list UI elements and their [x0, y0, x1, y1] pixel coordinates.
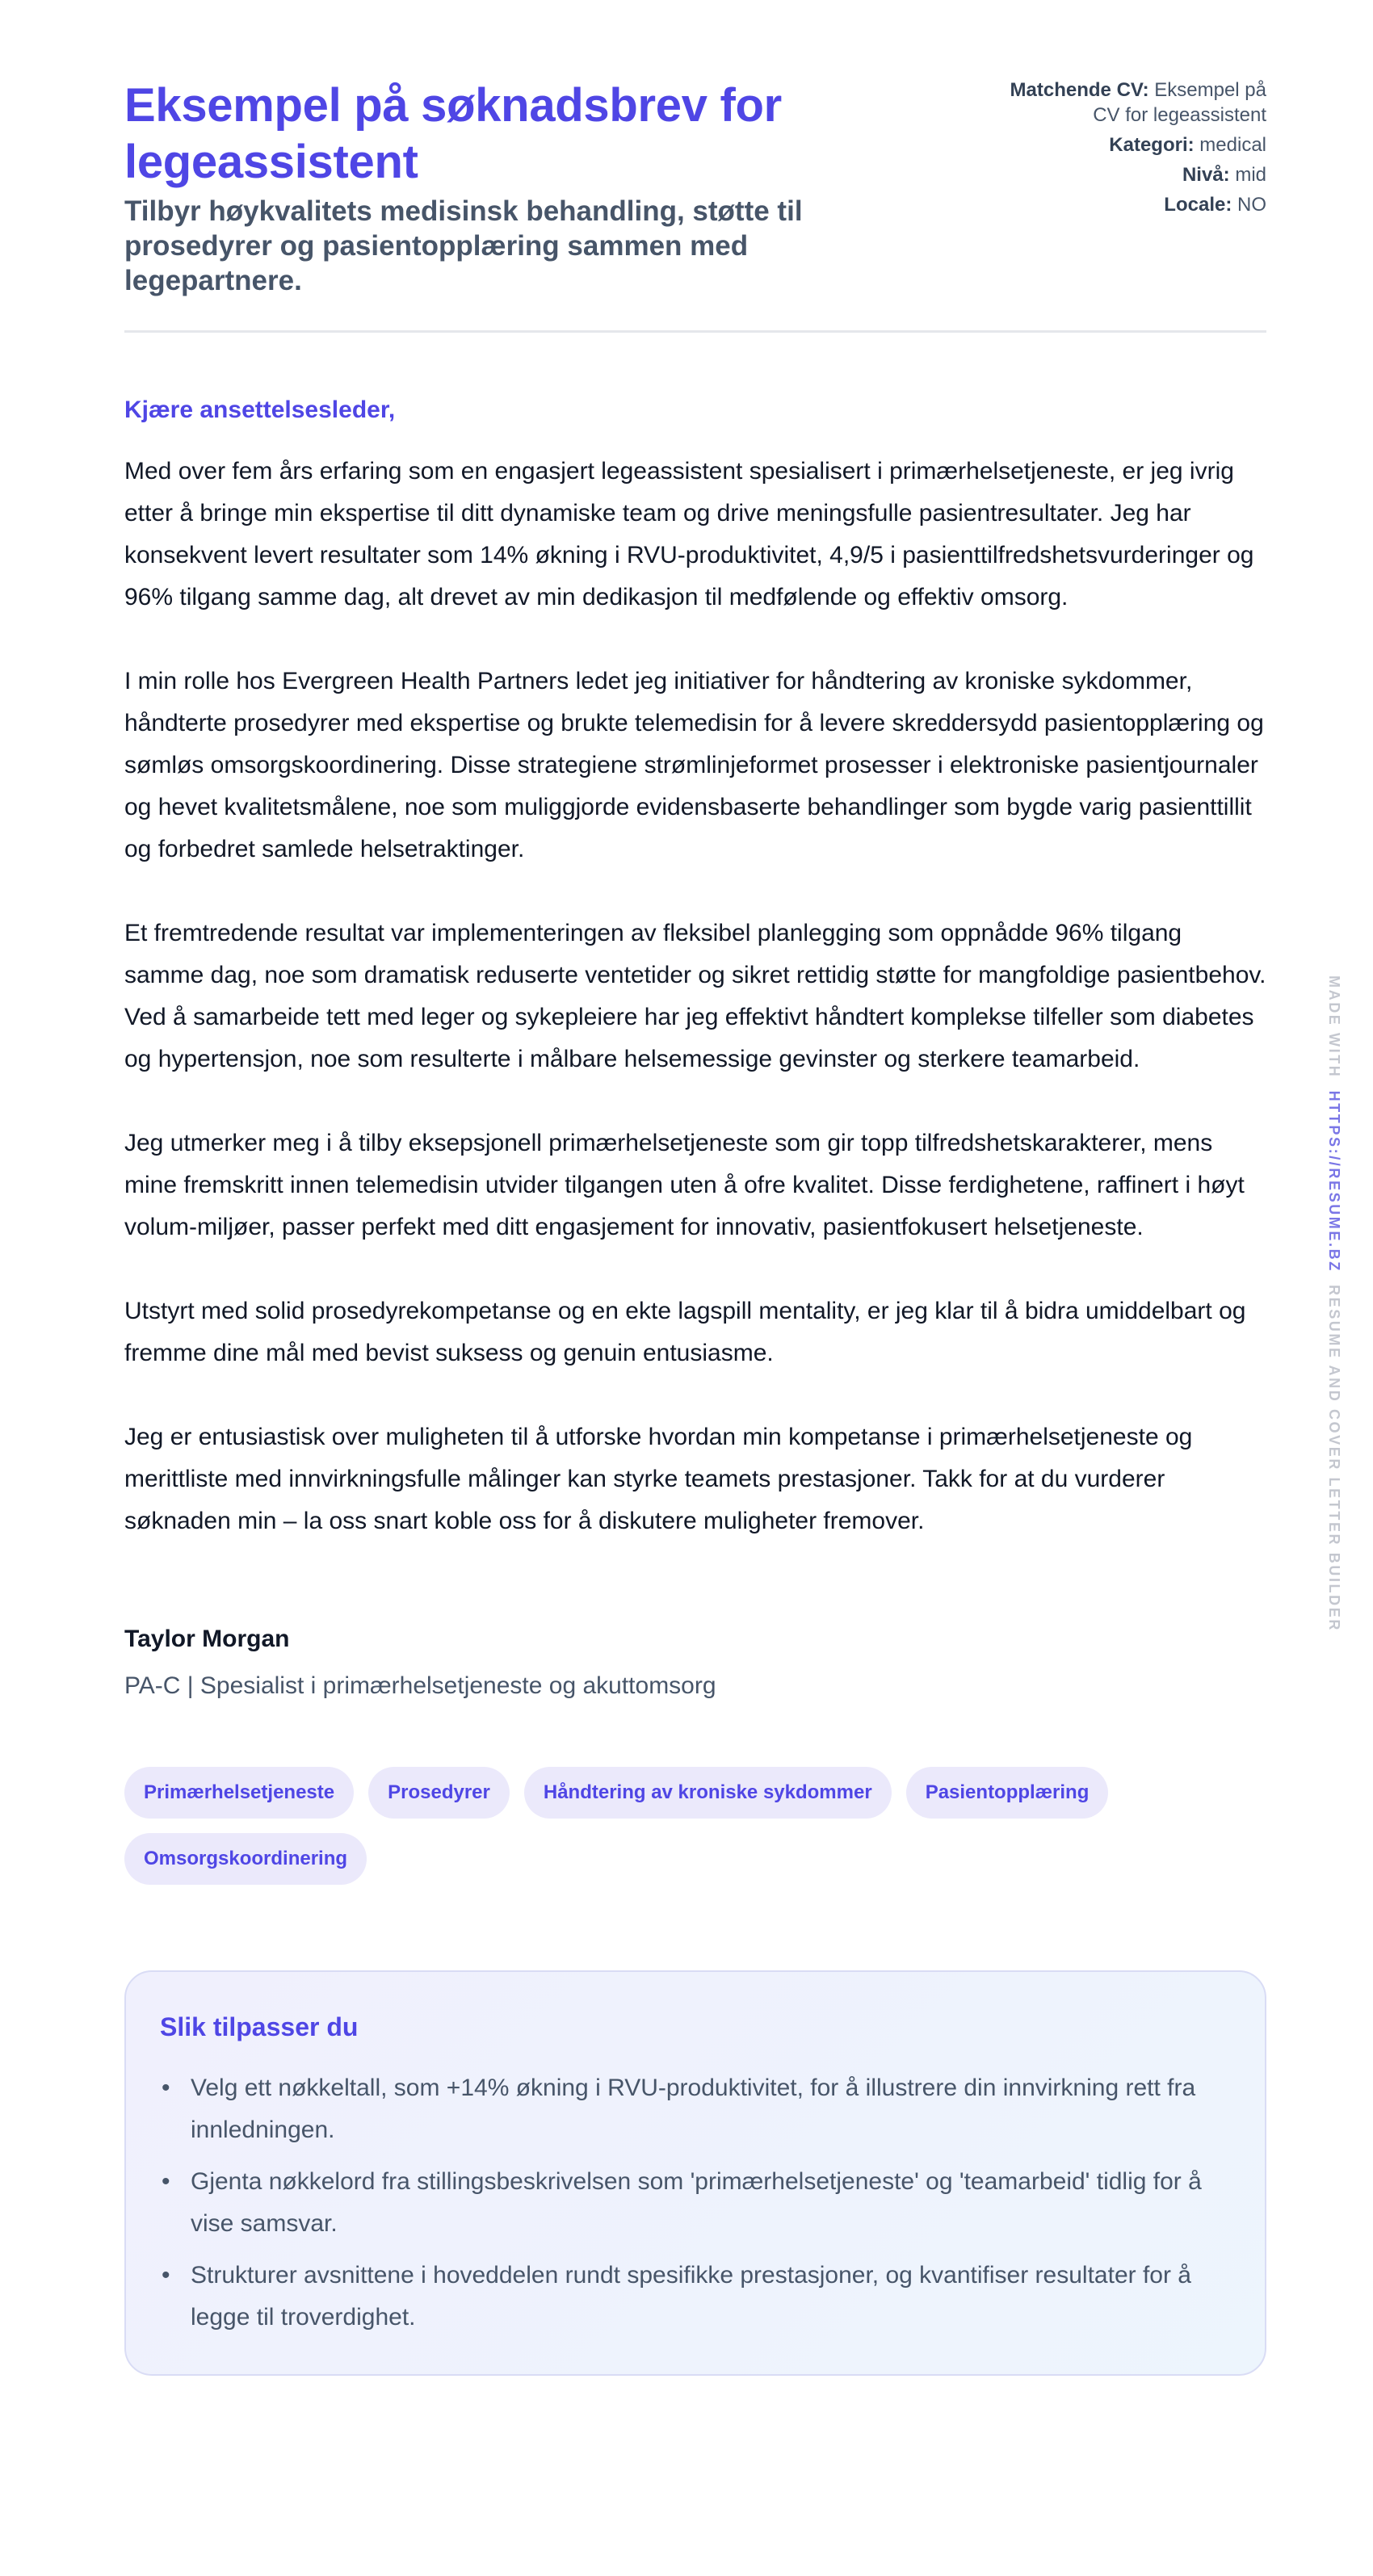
signature-title: PA-C | Spesialist i primærhelsetjeneste og akuttomsorg	[124, 1672, 716, 1699]
watermark-text	[1325, 975, 1344, 1632]
letter-paragraph: Et fremtredende resultat var implementeringen av fleksibel planlegging som oppnådde 96% tilgang samme dag, noe som dramatisk reduserte ventetider og sikret rettidig støtte for mangfoldige pasientbehov. Ved å samarbeide tett med leger og sykepleiere har jeg effektivt håndtert komplekse tilfeller som diabetes og hypertensjon, noe som resulterte i målbare helsemessige gevinster og sterkere teamarbeid.	[124, 920, 1266, 1072]
tips-item	[160, 2255, 1231, 2339]
skill-tag[interactable]: Pasientopplæring	[906, 1767, 1109, 1819]
skill-tag[interactable]: Omsorgskoordinering	[124, 1833, 367, 1885]
meta-matching-cv-label: Matchende CV:	[1010, 79, 1149, 101]
watermark-prefix: MADE WITH	[1326, 975, 1342, 1079]
tips-item-text: Strukturer avsnittene i hoveddelen rundt spesifikke prestasjoner, og kvantifiser resultater for å legge til troverdighet.	[191, 2262, 1191, 2331]
tips-item-text: Velg ett nøkkeltall, som +14% økning i RVU-produktivitet, for å illustrere din innvirkning rett fra innledningen.	[191, 2075, 1196, 2143]
tips-item	[160, 2161, 1231, 2245]
meta-category-value: medical	[1199, 134, 1266, 156]
meta-panel	[992, 78, 1266, 222]
bullet-icon: •	[162, 2075, 170, 2101]
meta-category	[992, 132, 1266, 157]
meta-category-label: Kategori:	[1109, 134, 1195, 156]
letter-paragraph: Med over fem års erfaring som en engasjert legeassistent spesialisert i primærhelsetjeneste, er jeg ivrig etter å bringe min ekspertise til ditt dynamiske team og drive meningsfulle pasientresultater. Jeg har konsekvent levert resultater som 14% økning i RVU-produktivitet, 4,9/5 i pasienttilfredshetsvurderinger og 96% tilgang samme dag, alt drevet av min dedikasjon til medfølende og effektiv omsorg.	[124, 458, 1254, 610]
watermark	[1325, 975, 1344, 1638]
meta-level-value: mid	[1235, 164, 1266, 186]
watermark-link[interactable]: HTTPS://RESUME.BZ	[1326, 1090, 1342, 1273]
meta-locale	[992, 192, 1266, 217]
tips-box	[124, 1970, 1266, 2376]
tips-list	[160, 2067, 1231, 2339]
signature	[124, 1623, 1266, 1702]
tips-item	[160, 2067, 1231, 2151]
letter-paragraph: Utstyrt med solid prosedyrekompetanse og en ekte lagspill mentality, er jeg klar til å bidra umiddelbart og fremme dine mål med bevist suksess og genuin entusiasme.	[124, 1298, 1246, 1366]
signature-name: Taylor Morgan	[124, 1626, 290, 1652]
page-header	[124, 0, 1266, 333]
skill-tags	[124, 1767, 1174, 1885]
bullet-icon: •	[162, 2262, 170, 2289]
page-title: Eksempel på søknadsbrev for legeassistent	[124, 79, 782, 188]
letter-paragraph: Jeg utmerker meg i å tilby eksepsjonell primærhelsetjeneste som gir topp tilfredshetskarakterer, mens mine fremskritt innen telemedisin utvider tilgangen uten å ofre kvalitet. Disse ferdighetene, raffinert i høyt volum-miljøer, passer perfekt med ditt engasjement for innovativ, pasientfokusert helsetjeneste.	[124, 1130, 1245, 1240]
meta-matching-cv	[992, 78, 1266, 128]
meta-matching-cv-value[interactable]: Eksempel på CV for legeassistent	[1093, 79, 1266, 126]
meta-level	[992, 162, 1266, 187]
meta-locale-label: Locale:	[1164, 194, 1232, 216]
letter-body	[124, 451, 1266, 1542]
cover-letter-page	[124, 0, 1266, 2376]
tips-item-text: Gjenta nøkkelord fra stillingsbeskrivelsen som 'primærhelsetjeneste' og 'teamarbeid' tidlig for å vise samsvar.	[191, 2168, 1202, 2237]
skill-tag[interactable]: Håndtering av kroniske sykdommer	[524, 1767, 892, 1819]
page-subtitle: Tilbyr høykvalitets medisinsk behandling, støtte til prosedyrer og pasientopplæring sammen med legepartnere.	[124, 195, 803, 296]
watermark-suffix: RESUME AND COVER LETTER BUILDER	[1326, 1285, 1342, 1632]
letter-paragraph: I min rolle hos Evergreen Health Partners ledet jeg initiativer for håndtering av kroniske sykdommer, håndterte prosedyrer med ekspertise og brukte telemedisin for å levere skreddersydd pasientopplæring og sømløs omsorgskoordinering. Disse strategiene strømlinjeformet prosesser i elektroniske pasientjournaler og hevet kvalitetsmålene, noe som muliggjorde evidensbaserte behandlinger som bygde varig pasienttillit og forbedret samlede helsetraktinger.	[124, 668, 1264, 862]
tips-title: Slik tilpasser du	[160, 2012, 359, 2041]
letter-greeting: Kjære ansettelsesleder,	[124, 396, 396, 423]
letter-paragraph: Jeg er entusiastisk over muligheten til å utforske hvordan min kompetanse i primærhelsetjeneste og merittliste med innvirkningsfulle målinger kan styrke teamets prestasjoner. Takk for at du vurderer søknaden min – la oss snart koble oss for å diskutere muligheter fremover.	[124, 1424, 1193, 1534]
meta-level-label: Nivå:	[1182, 164, 1230, 186]
bullet-icon: •	[162, 2168, 170, 2195]
meta-locale-value: NO	[1237, 194, 1266, 216]
skill-tag[interactable]: Primærhelsetjeneste	[124, 1767, 354, 1819]
skill-tag[interactable]: Prosedyrer	[368, 1767, 510, 1819]
